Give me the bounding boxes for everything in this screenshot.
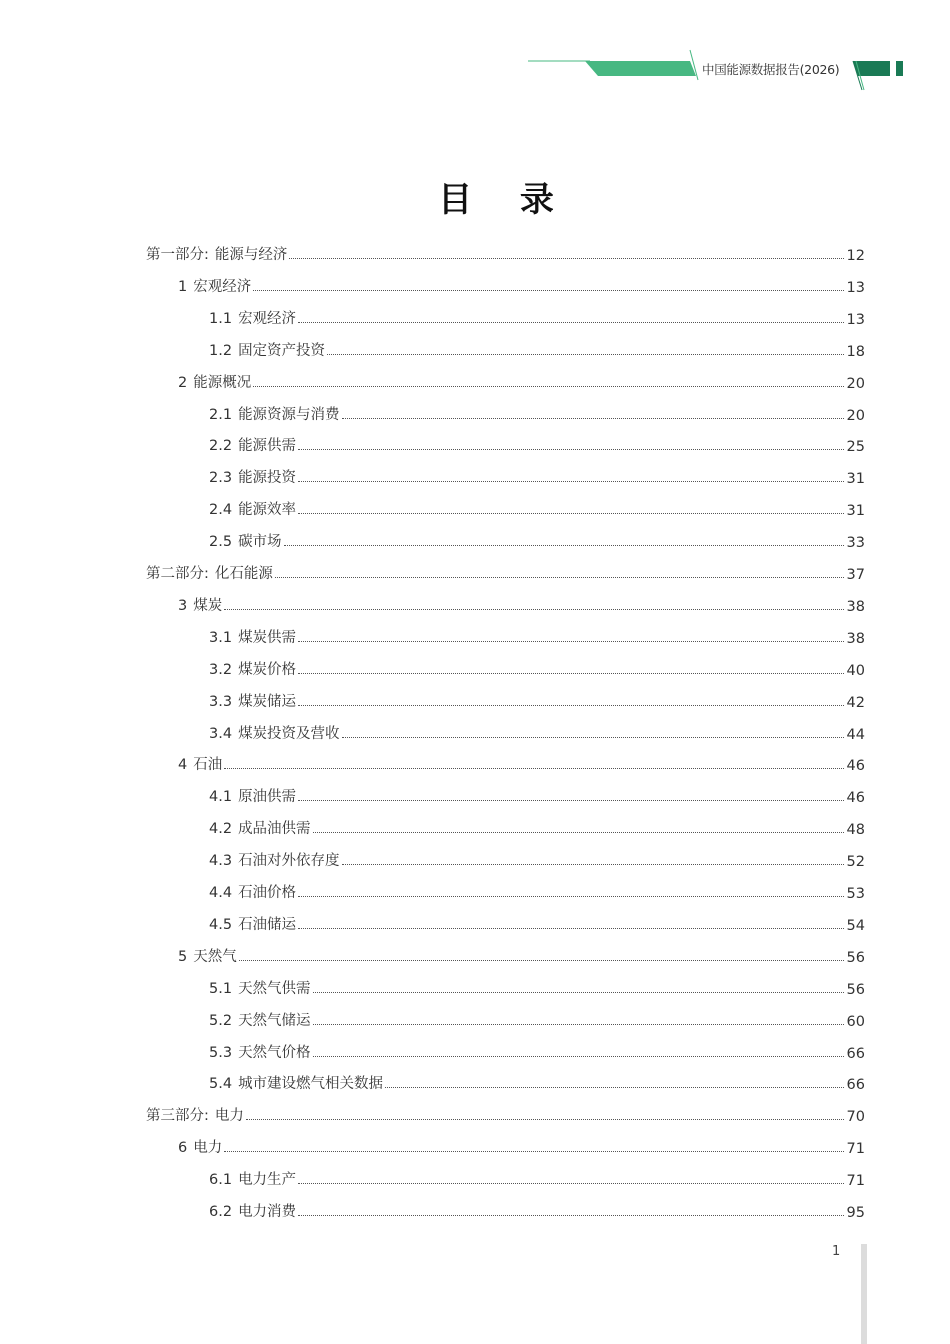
toc-entry-title: 石油对外依存度: [238, 853, 340, 870]
toc-entry-label: [209, 1009, 313, 1030]
toc-entry-page: 13: [846, 311, 865, 328]
toc-entry-label: [209, 466, 298, 487]
toc-entry-title: 能源供需: [238, 438, 297, 455]
toc-entry-label: [178, 945, 239, 966]
dot-leader: [246, 1118, 844, 1120]
toc-entry-number: 6.2: [209, 1204, 233, 1220]
toc-entry-page: 66: [846, 1045, 865, 1062]
dot-leader: [298, 512, 844, 514]
toc-entry[interactable]: [209, 495, 865, 519]
toc-entry-number: 3.2: [209, 661, 233, 678]
toc-entry-title: 化石能源: [214, 566, 273, 582]
toc-entry-number: 2: [178, 374, 188, 391]
toc-entry-page: 46: [846, 790, 865, 807]
toc-entry-number: 6: [178, 1140, 188, 1157]
toc-entry-title: 能源与经济: [214, 247, 288, 263]
toc-entry[interactable]: [178, 272, 865, 296]
toc-entry[interactable]: [209, 400, 865, 424]
toc-entry-label: [209, 1041, 313, 1062]
dot-leader: [253, 385, 844, 387]
toc-entry[interactable]: [178, 750, 865, 774]
toc-entry-label: [209, 977, 313, 998]
toc-entry-title: 石油价格: [238, 885, 297, 901]
toc-entry-number: 2.5: [209, 534, 233, 551]
toc-entry-number: 2.1: [209, 406, 233, 423]
dot-leader: [327, 353, 844, 355]
toc-entry-label: [178, 371, 253, 392]
toc-entry[interactable]: [209, 687, 865, 711]
toc-entry[interactable]: [209, 846, 865, 870]
toc-entry-title: 能源资源与消费: [238, 406, 340, 423]
toc-entry-number: 4.2: [209, 821, 233, 838]
toc-entry-page: 56: [846, 981, 865, 998]
toc-entry[interactable]: [209, 974, 865, 998]
toc-entry-page: 18: [846, 343, 865, 360]
toc-entry-page: 46: [846, 758, 865, 775]
dot-leader: [342, 863, 844, 865]
toc-entry-number: 第二部分:: [146, 566, 209, 582]
toc-entry-title: 电力: [193, 1140, 223, 1157]
toc-entry[interactable]: [178, 591, 865, 615]
toc-entry-label: [209, 339, 327, 360]
toc-entry[interactable]: [209, 910, 865, 934]
toc-entry-label: [209, 722, 342, 743]
toc-entry-page: 31: [846, 503, 865, 520]
toc-entry-page: 40: [846, 662, 865, 679]
toc-entry-title: 天然气供需: [238, 980, 311, 997]
toc-entry-number: 6.1: [209, 1172, 233, 1189]
toc-entry-page: 56: [846, 949, 865, 966]
toc-entry-title: 天然气价格: [238, 1044, 311, 1061]
toc-entry-page: 54: [846, 917, 865, 934]
toc-entry-label: [209, 817, 313, 838]
toc-entry[interactable]: [178, 1133, 865, 1157]
dot-leader: [224, 1150, 844, 1152]
toc-entry-page: 31: [846, 471, 865, 488]
toc-entry-number: 1: [178, 278, 188, 295]
toc-entry-number: 4.5: [209, 916, 233, 933]
toc-entry-number: 1.2: [209, 342, 233, 359]
toc-entry-number: 5.1: [209, 980, 233, 997]
dot-leader: [275, 576, 844, 578]
toc-entry-label: [209, 1072, 385, 1093]
dot-leader: [224, 767, 844, 769]
page-number: 1: [832, 1244, 841, 1259]
toc-entry-page: 20: [846, 407, 865, 424]
toc-entry-label: [146, 562, 275, 583]
dot-leader: [289, 257, 844, 259]
toc-entry[interactable]: [209, 719, 865, 743]
toc-entry-page: 48: [846, 822, 865, 839]
toc-entry[interactable]: [146, 240, 865, 264]
toc-entry-title: 电力消费: [238, 1204, 297, 1220]
toc-entry-label: [209, 1200, 298, 1221]
toc-entry-title: 天然气储运: [238, 1012, 311, 1029]
toc-entry-title: 能源效率: [238, 502, 297, 519]
toc-entry-page: 12: [846, 248, 865, 264]
toc-entry-title: 电力: [214, 1108, 244, 1125]
toc-entry-title: 宏观经济: [238, 310, 297, 327]
toc-entry-label: [146, 243, 289, 264]
dot-leader: [298, 1214, 844, 1216]
toc-entry-page: 33: [846, 535, 865, 552]
toc-entry-page: 25: [846, 439, 865, 456]
toc-entry-label: [209, 913, 298, 934]
toc-entry-page: 37: [846, 567, 865, 583]
toc-entry-label: [209, 690, 298, 711]
toc-entry-number: 5.3: [209, 1044, 233, 1061]
toc-entry-number: 4: [178, 757, 188, 774]
toc-entry[interactable]: [209, 1069, 865, 1093]
toc-entry-number: 4.3: [209, 853, 233, 870]
toc-entry[interactable]: [209, 655, 865, 679]
toc-entry-page: 95: [846, 1205, 865, 1221]
toc-entry-number: 第三部分:: [146, 1108, 209, 1125]
toc-entry-label: [178, 594, 224, 615]
toc-entry-page: 71: [846, 1173, 865, 1190]
toc-entry-title: 碳市场: [238, 534, 282, 551]
toc-entry-page: 66: [846, 1077, 865, 1094]
toc-entry-number: 3.3: [209, 693, 233, 710]
toc-entry[interactable]: [209, 463, 865, 487]
toc-entry[interactable]: [209, 431, 865, 455]
toc-entry-title: 成品油供需: [238, 821, 311, 838]
toc-entry-label: [209, 498, 298, 519]
toc-entry-title: 能源概况: [193, 374, 252, 391]
dot-leader: [239, 959, 844, 961]
toc-entry-title: 能源投资: [238, 470, 297, 487]
dot-leader: [298, 927, 844, 929]
dot-leader: [313, 1055, 844, 1057]
toc-entry-label: [178, 1136, 224, 1157]
toc-entry-title: 石油: [193, 757, 223, 774]
toc-entry-label: [209, 849, 342, 870]
toc-entry-title: 煤炭供需: [238, 629, 297, 646]
page-header: [0, 0, 950, 100]
dot-leader: [298, 895, 844, 897]
toc-entry-page: 42: [846, 694, 865, 711]
toc-entry-number: 3: [178, 597, 188, 614]
dot-leader: [385, 1086, 844, 1088]
toc-entry[interactable]: [209, 623, 865, 647]
toc-entry-page: 13: [846, 279, 865, 296]
toc-entry-label: [209, 307, 298, 328]
toc-entry-label: [209, 658, 298, 679]
dot-leader: [224, 608, 844, 610]
toc-entry[interactable]: [209, 336, 865, 360]
dot-leader: [298, 448, 844, 450]
dot-leader: [313, 991, 844, 993]
toc-entry-page: 38: [846, 598, 865, 615]
toc-entry-page: 20: [846, 375, 865, 392]
toc-entry-number: 5: [178, 948, 188, 965]
dot-leader: [253, 289, 844, 291]
report-title: 中国能源数据报告(2026): [702, 62, 840, 77]
toc-entry-title: 煤炭价格: [238, 661, 297, 678]
toc-entry-title: 煤炭投资及营收: [238, 725, 340, 742]
toc-entry-number: 4.4: [209, 885, 233, 901]
toc-entry[interactable]: [209, 782, 865, 806]
toc-entry-number: 5.2: [209, 1012, 233, 1029]
toc-entry-page: 71: [846, 1141, 865, 1158]
header-decoration-icon: [0, 0, 950, 100]
toc-entry-number: 2.4: [209, 502, 233, 519]
toc-entry-page: 44: [846, 726, 865, 743]
toc-entry[interactable]: [209, 1006, 865, 1030]
toc-entry[interactable]: [209, 878, 865, 902]
side-bar-decoration: [861, 1244, 867, 1344]
toc-entry[interactable]: [178, 368, 865, 392]
toc-entry-title: 天然气: [193, 948, 237, 965]
toc-entry-label: [209, 530, 284, 551]
toc-entry-page: 38: [846, 630, 865, 647]
dot-leader: [298, 704, 844, 706]
toc-entry[interactable]: [209, 1197, 865, 1221]
toc-entry-number: 4.1: [209, 789, 233, 806]
toc-entry-page: 52: [846, 854, 865, 871]
dot-leader: [313, 831, 844, 833]
toc-entry-title: 电力生产: [238, 1172, 297, 1189]
toc-entry-label: [209, 434, 298, 455]
toc-entry-label: [209, 785, 298, 806]
toc-entry[interactable]: [146, 1101, 865, 1125]
dot-leader: [298, 480, 844, 482]
toc-entry-label: [209, 626, 298, 647]
toc-entry[interactable]: [209, 1165, 865, 1189]
dot-leader: [342, 736, 844, 738]
toc-entry-page: 70: [846, 1109, 865, 1126]
dot-leader: [298, 1182, 844, 1184]
toc-entry-number: 2.2: [209, 438, 233, 455]
toc-entry-number: 3.1: [209, 629, 233, 646]
toc-entry-title: 宏观经济: [193, 278, 252, 295]
toc-entry[interactable]: [209, 304, 865, 328]
dot-leader: [298, 640, 844, 642]
toc-entry-title: 城市建设燃气相关数据: [238, 1076, 384, 1093]
toc-entry-label: [146, 1104, 246, 1125]
toc-entry-page: 53: [846, 886, 865, 902]
toc-entry-label: [178, 753, 224, 774]
dot-leader: [298, 672, 844, 674]
toc-entry-number: 5.4: [209, 1076, 233, 1093]
toc-entry-label: [178, 275, 253, 296]
toc-entry-label: [209, 881, 298, 902]
toc-entry[interactable]: [209, 814, 865, 838]
toc-entry-label: [209, 403, 342, 424]
toc-entry[interactable]: [146, 559, 865, 583]
toc-entry-number: 第一部分:: [146, 247, 209, 263]
toc-title: 目 录: [438, 180, 572, 220]
toc-entry-title: 煤炭: [193, 597, 223, 614]
toc-entry[interactable]: [209, 1038, 865, 1062]
dot-leader: [298, 321, 844, 323]
toc-entry-title: 固定资产投资: [238, 342, 326, 359]
dot-leader: [284, 544, 844, 546]
toc-entry-number: 3.4: [209, 725, 233, 742]
toc-entry-page: 60: [846, 1013, 865, 1030]
toc-entry-title: 煤炭储运: [238, 693, 297, 710]
toc-entry-title: 原油供需: [238, 789, 297, 806]
dot-leader: [313, 1023, 844, 1025]
toc-entry-number: 2.3: [209, 470, 233, 487]
toc-entry-label: [209, 1168, 298, 1189]
dot-leader: [342, 417, 844, 419]
toc-entry[interactable]: [178, 942, 865, 966]
toc-entry-title: 石油储运: [238, 916, 297, 933]
toc-entry-number: 1.1: [209, 310, 233, 327]
dot-leader: [298, 799, 844, 801]
toc-entry[interactable]: [209, 527, 865, 551]
